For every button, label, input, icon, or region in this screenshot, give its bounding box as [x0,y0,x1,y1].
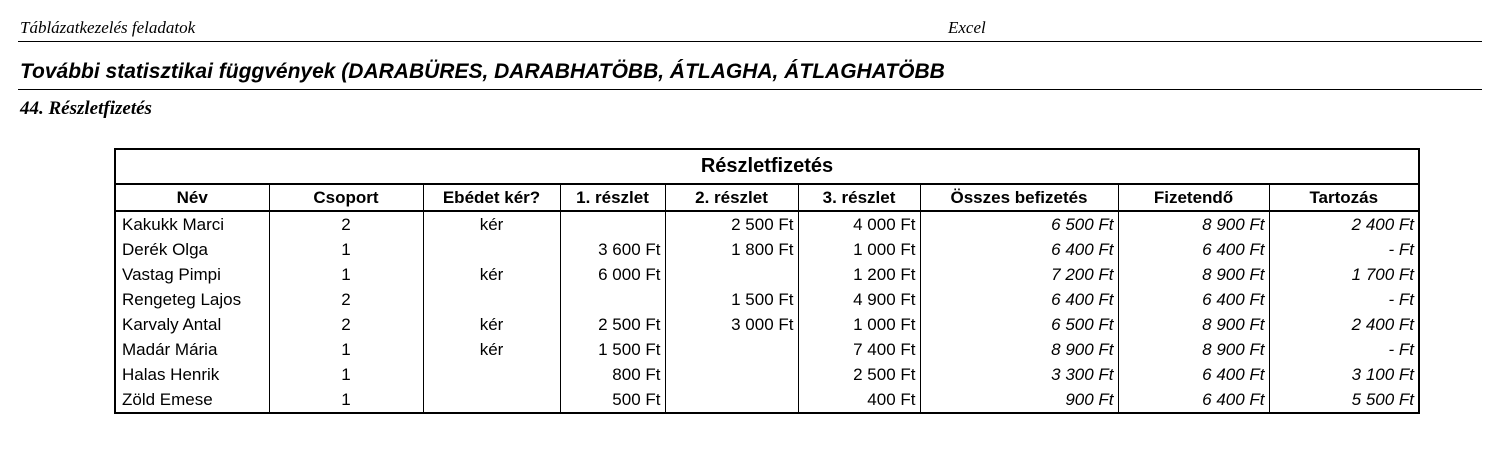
table-row [115,387,1419,413]
table-cell: 3 600 Ft [560,237,665,262]
table-cell: 6 400 Ft [920,287,1118,312]
table-cell: kér [423,211,560,237]
table-cell: 6 400 Ft [1118,387,1269,413]
table-cell: Karvaly Antal [122,315,222,334]
table-cell: 2 [269,287,423,312]
column-header: 3. részlet [798,184,920,211]
table-cell: 6 400 Ft [920,237,1118,262]
table-cell: 8 900 Ft [1118,211,1269,237]
table-cell: Madár Mária [122,340,218,359]
table-row [115,287,1419,312]
table-cell: 2 400 Ft [1269,211,1419,237]
column-header-row [115,184,1419,211]
header-divider [18,41,1482,42]
table-cell: 6 500 Ft [920,312,1118,337]
section-title: További statisztikai függvények (DARABÜRES, DARABHATÖBB, ÁTLAGHA, ÁTLAGHATÖBB [20,60,945,83]
table-row [115,312,1419,337]
table-cell: 3 000 Ft [665,312,798,337]
table-cell: 6 500 Ft [920,211,1118,237]
table-cell: 4 000 Ft [798,211,920,237]
table-cell: 7 200 Ft [920,262,1118,287]
table-cell: 1 [269,262,423,287]
table-cell: 2 [269,211,423,237]
page-header-left: Táblázatkezelés feladatok [20,18,196,37]
table-cell: 1 [269,237,423,262]
column-header: 2. részlet [665,184,798,211]
table-cell: 1 000 Ft [798,312,920,337]
table-row [115,237,1419,262]
table-cell: - Ft [1269,337,1419,362]
table-cell: kér [423,262,560,287]
table-cell: 8 900 Ft [1118,337,1269,362]
column-header: 1. részlet [560,184,665,211]
table-cell: kér [423,337,560,362]
section-divider [18,89,1482,90]
table-cell [665,362,798,387]
table-cell: - Ft [1269,237,1419,262]
table-cell: Halas Henrik [122,365,220,384]
table-cell: 4 900 Ft [798,287,920,312]
exercise-title: 44. Részletfizetés [20,98,152,119]
table-cell: 400 Ft [798,387,920,413]
table-cell: 2 500 Ft [665,211,798,237]
column-header: Ebédet kér? [423,184,560,211]
table-cell: 900 Ft [920,387,1118,413]
table-cell: 6 000 Ft [560,262,665,287]
column-header: Összes befizetés [920,184,1118,211]
installment-table [114,148,1420,414]
table-cell [560,211,665,237]
table-row [115,262,1419,287]
column-header: Tartozás [1269,184,1419,211]
table-cell: 5 500 Ft [1269,387,1419,413]
table-cell: Derék Olga [122,240,208,259]
table-cell [665,337,798,362]
table-cell: 6 400 Ft [1118,362,1269,387]
table-cell: Vastag Pimpi [122,265,221,284]
table-cell: - Ft [1269,287,1419,312]
column-header: Csoport [269,184,423,211]
table-row [115,362,1419,387]
table-cell [560,287,665,312]
table-cell: kér [423,312,560,337]
table-cell [423,287,560,312]
table-cell: 1 [269,362,423,387]
table-cell [423,237,560,262]
table-cell: 8 900 Ft [1118,262,1269,287]
table-caption: Részletfizetés [115,149,1419,184]
table-cell: 6 400 Ft [1118,237,1269,262]
table-cell: 8 900 Ft [920,337,1118,362]
table-cell: 3 100 Ft [1269,362,1419,387]
page-header-right: Excel [948,18,986,37]
table-cell: 6 400 Ft [1118,287,1269,312]
table-cell [423,387,560,413]
table-cell: 8 900 Ft [1118,312,1269,337]
table-cell: 1 [269,387,423,413]
table-cell: 1 [269,337,423,362]
table-cell: 800 Ft [560,362,665,387]
table-cell: 1 500 Ft [665,287,798,312]
table-cell [665,262,798,287]
table-cell: 1 700 Ft [1269,262,1419,287]
table-cell: Kakukk Marci [122,215,225,234]
table-cell: 1 500 Ft [560,337,665,362]
table-cell: 2 500 Ft [560,312,665,337]
table-cell: Rengeteg Lajos [122,290,242,309]
table-cell [423,362,560,387]
table-cell: 500 Ft [560,387,665,413]
table-cell: 2 400 Ft [1269,312,1419,337]
column-header: Fizetendő [1118,184,1269,211]
table-cell: Zöld Emese [122,390,213,409]
table-cell: 2 500 Ft [798,362,920,387]
table-cell [665,387,798,413]
table-cell: 1 200 Ft [798,262,920,287]
table-cell: 3 300 Ft [920,362,1118,387]
column-header: Név [115,184,269,211]
table-cell: 1 000 Ft [798,237,920,262]
table-cell: 1 800 Ft [665,237,798,262]
table-row [115,211,1419,237]
table-cell: 2 [269,312,423,337]
table-row [115,337,1419,362]
table-cell: 7 400 Ft [798,337,920,362]
